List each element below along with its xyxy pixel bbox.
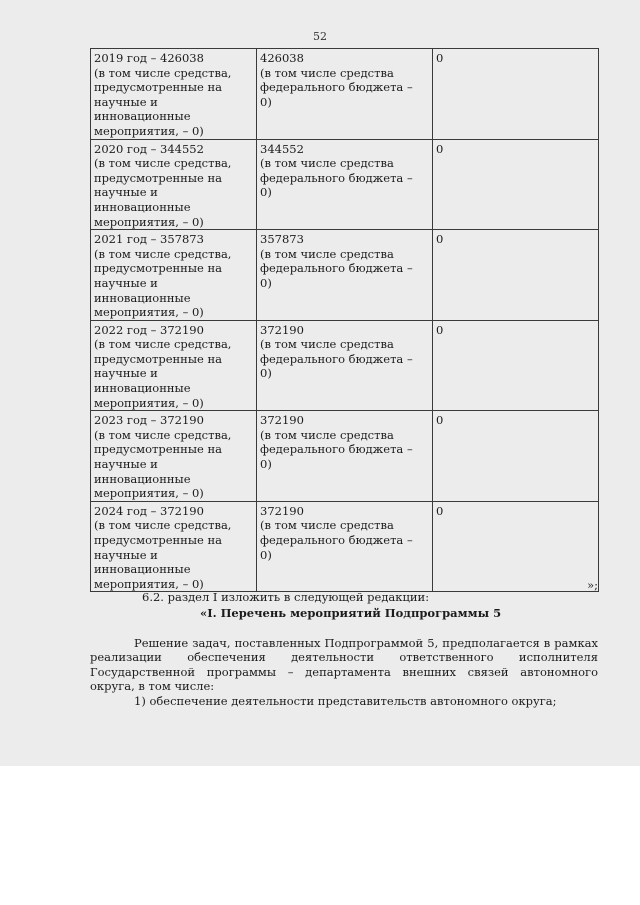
year-total-cell [91, 501, 257, 592]
federal-detail-line: 0) [260, 547, 272, 562]
federal-detail-line: (в том числе средства [260, 518, 394, 533]
federal-value: 372190 [260, 413, 304, 428]
year-detail-line: (в том числе средства, [94, 337, 232, 352]
year-detail-line: инновационные [94, 290, 191, 305]
year-total: 2024 год – 372190 [94, 503, 204, 518]
table-row [91, 501, 599, 592]
other-cell [433, 501, 599, 592]
federal-detail-line: (в том числе средства [260, 427, 394, 442]
year-detail-line: научные и [94, 185, 158, 200]
year-detail-line: (в том числе средства, [94, 65, 232, 80]
year-detail-line: научные и [94, 547, 158, 562]
federal-detail-line: (в том числе средства [260, 156, 394, 171]
closing-quote: »; [587, 578, 598, 592]
year-total-cell [91, 49, 257, 140]
other-cell [433, 411, 599, 502]
federal-detail-line: 0) [260, 94, 272, 109]
federal-detail-line: федерального бюджета – [260, 533, 413, 547]
year-detail-line: научные и [94, 275, 158, 290]
page-number: 52 [313, 30, 327, 43]
year-total: 2022 год – 372190 [94, 322, 204, 337]
federal-detail-line: федерального бюджета – [260, 80, 413, 95]
year-detail-line: инновационные [94, 199, 191, 214]
federal-detail-line: федерального бюджета – [260, 351, 413, 366]
year-detail-line: (в том числе средства, [94, 518, 232, 533]
year-total-cell [91, 139, 257, 230]
other-value: 0 [436, 503, 444, 518]
table-row [91, 411, 599, 502]
year-detail-line: инновационные [94, 109, 191, 124]
year-detail-line: научные и [94, 94, 158, 109]
year-detail-line: мероприятия, – 0) [94, 305, 204, 320]
year-total-cell [91, 320, 257, 411]
year-detail-line: (в том числе средства, [94, 427, 232, 442]
year-total: 2020 год – 344552 [94, 141, 204, 156]
year-detail-line: инновационные [94, 471, 191, 486]
federal-cell [257, 139, 433, 230]
federal-detail-line: (в том числе средства [260, 65, 394, 80]
federal-detail-line: 0) [260, 185, 272, 200]
year-total-cell [91, 411, 257, 502]
year-detail-line: предусмотренные на [94, 533, 222, 547]
other-cell [433, 139, 599, 230]
year-detail-line: предусмотренные на [94, 170, 222, 185]
body-line: округа, в том числе: [90, 679, 215, 694]
year-total-cell [91, 230, 257, 321]
federal-detail-line: 0) [260, 366, 272, 381]
item-6-2: 6.2. раздел I изложить в следующей редакции: [142, 590, 430, 604]
year-detail-line: мероприятия, – 0) [94, 395, 204, 410]
other-cell [433, 320, 599, 411]
year-total: 2023 год – 372190 [94, 413, 204, 428]
year-detail-line: предусмотренные на [94, 261, 222, 276]
federal-cell [257, 320, 433, 411]
other-value: 0 [436, 322, 444, 337]
year-detail-line: предусмотренные на [94, 442, 222, 457]
federal-value: 344552 [260, 141, 304, 156]
other-value: 0 [436, 141, 444, 156]
year-detail-line: инновационные [94, 562, 191, 577]
federal-detail-line: (в том числе средства [260, 246, 394, 261]
federal-cell [257, 411, 433, 502]
funding-table [90, 48, 599, 592]
year-detail-line: мероприятия, – 0) [94, 214, 204, 229]
federal-cell [257, 49, 433, 140]
year-detail-line: инновационные [94, 381, 191, 396]
federal-value: 372190 [260, 503, 304, 518]
federal-cell [257, 230, 433, 321]
body-line: реализации обеспечения деятельности ответственного исполнителя [90, 650, 598, 665]
federal-cell [257, 501, 433, 592]
federal-value: 357873 [260, 232, 304, 247]
other-value: 0 [436, 413, 444, 428]
other-value: 0 [436, 51, 444, 65]
table-row [91, 230, 599, 321]
table-row [91, 320, 599, 411]
federal-detail-line: федерального бюджета – [260, 170, 413, 185]
section-heading: «I. Перечень мероприятий Подпрограммы 5 [200, 606, 502, 620]
year-detail-line: научные и [94, 366, 158, 381]
federal-detail-line: федерального бюджета – [260, 261, 413, 276]
federal-detail-line: федерального бюджета – [260, 442, 413, 457]
other-value: 0 [436, 232, 444, 247]
year-total: 2019 год – 426038 [94, 51, 204, 65]
body-line: Государственной программы – департамента внешних связей автономного [90, 664, 598, 679]
table-row [91, 49, 599, 140]
year-detail-line: предусмотренные на [94, 80, 222, 95]
federal-detail-line: 0) [260, 275, 272, 290]
year-detail-line: мероприятия, – 0) [94, 123, 204, 138]
year-detail-line: мероприятия, – 0) [94, 576, 204, 591]
other-cell [433, 49, 599, 140]
federal-detail-line: (в том числе средства [260, 337, 394, 352]
year-detail-line: (в том числе средства, [94, 156, 232, 171]
year-detail-line: мероприятия, – 0) [94, 486, 204, 501]
body-line: Решение задач, поставленных Подпрограммой 5, предполагается в рамках [134, 636, 598, 650]
year-detail-line: предусмотренные на [94, 351, 222, 366]
body-paragraph [90, 636, 598, 694]
table-row [91, 139, 599, 230]
other-cell [433, 230, 599, 321]
list-item-1: 1) обеспечение деятельности представительств автономного округа; [134, 694, 557, 708]
funding-table-body [91, 49, 599, 592]
year-detail-line: (в том числе средства, [94, 246, 232, 261]
federal-detail-line: 0) [260, 457, 272, 472]
federal-value: 426038 [260, 51, 304, 65]
year-detail-line: научные и [94, 457, 158, 472]
year-total: 2021 год – 357873 [94, 232, 204, 247]
federal-value: 372190 [260, 322, 304, 337]
